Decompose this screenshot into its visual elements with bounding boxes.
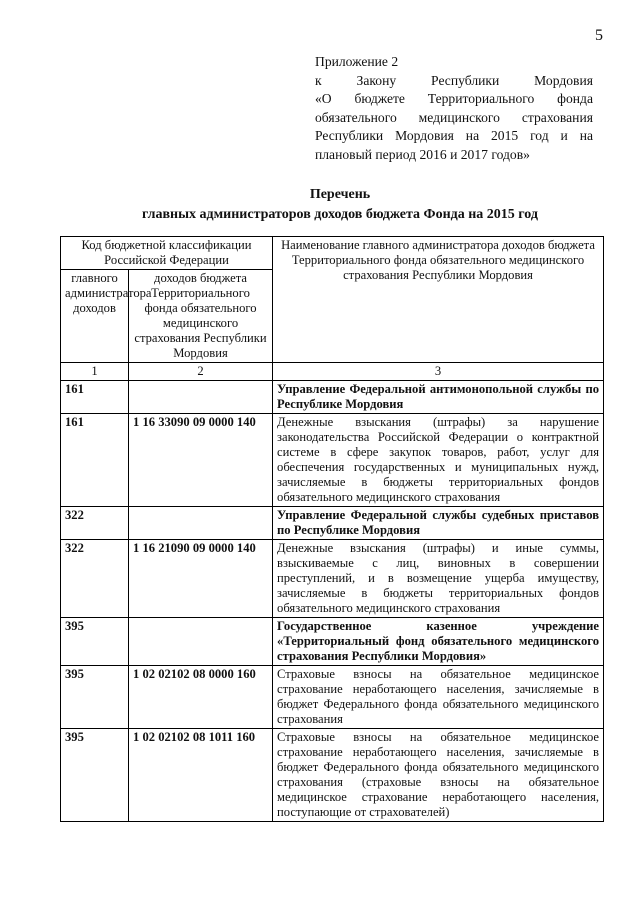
column-number: 3 xyxy=(273,363,604,381)
table-row xyxy=(61,414,604,507)
appendix-block xyxy=(315,53,593,165)
table-row xyxy=(61,618,604,666)
admin-code: 322 xyxy=(61,540,129,618)
header-revenue: доходов бюджета Территориального фонда обязательного медицинского страхования Республики Мордовия xyxy=(129,270,273,363)
column-number: 1 xyxy=(61,363,129,381)
document-title xyxy=(40,185,640,225)
table-header-row xyxy=(61,237,604,270)
revenue-name: Страховые взносы на обязательное медицинское страхование неработающего населения, зачисляемые в бюджет Федерального фонда обязательного медицинского страхования (страховые взносы на обязательное медицинское страхование неработающего населения, поступающие от страхователей) xyxy=(273,729,604,822)
header-admin: главного администратора доходов xyxy=(61,270,129,363)
revenue-name: Денежные взыскания (штрафы) за нарушение законодательства Российской Федерации о контрактной системе в сфере закупок товаров, работ, услуг для обеспечения государственных и муниципальных нужд, зачисляемые в бюджеты территориальных фондов обязательного медицинского страхования xyxy=(273,414,604,507)
appendix-line: Республики Мордовия на 2015 год и на xyxy=(315,128,593,144)
revenue-code xyxy=(129,618,273,666)
administrator-name: Государственное казенное учреждение «Территориальный фонд обязательного медицинского страхования Республики Мордовия» xyxy=(273,618,604,666)
table-row xyxy=(61,381,604,414)
administrator-name: Управление Федеральной антимонопольной службы по Республике Мордовия xyxy=(273,381,604,414)
revenue-code: 1 02 02102 08 1011 160 xyxy=(129,729,273,822)
revenue-code: 1 16 21090 09 0000 140 xyxy=(129,540,273,618)
column-number-row xyxy=(61,363,604,381)
admin-code: 161 xyxy=(61,414,129,507)
admin-code: 395 xyxy=(61,666,129,729)
revenue-code: 1 16 33090 09 0000 140 xyxy=(129,414,273,507)
appendix-line: «О бюджете Территориального фонда xyxy=(315,91,593,107)
table-row xyxy=(61,666,604,729)
appendix-line: плановый период 2016 и 2017 годов» xyxy=(315,146,530,162)
admin-code: 161 xyxy=(61,381,129,414)
appendix-line: Приложение 2 xyxy=(315,54,399,69)
title-line-1: Перечень xyxy=(309,187,371,202)
administrators-table xyxy=(60,236,604,822)
administrator-name: Управление Федеральной службы судебных приставов по Республике Мордовия xyxy=(273,507,604,540)
title-line-2: главных администраторов доходов бюджета Фонда на 2015 год xyxy=(142,207,538,222)
revenue-code: 1 02 02102 08 0000 160 xyxy=(129,666,273,729)
appendix-line: к Закону Республики Мордовия xyxy=(315,72,593,88)
table-row xyxy=(61,507,604,540)
revenue-code xyxy=(129,381,273,414)
column-number: 2 xyxy=(129,363,273,381)
revenue-code xyxy=(129,507,273,540)
header-name: Наименование главного администратора доходов бюджета Территориального фонда обязательного медицинского страхования Республики Мордовия xyxy=(273,237,604,363)
revenue-name: Денежные взыскания (штрафы) и иные суммы, взыскиваемые с лиц, виновных в совершении преступлений, и в возмещение ущерба имуществу, зачисляемые в бюджеты территориальных фондов обязательного медицинского страхования xyxy=(273,540,604,618)
header-kbk: Код бюджетной классификации Российской Федерации xyxy=(61,237,273,270)
revenue-name: Страховые взносы на обязательное медицинское страхование неработающего населения, зачисляемые в бюджет Федерального фонда обязательного медицинского страхования xyxy=(273,666,604,729)
admin-code: 395 xyxy=(61,729,129,822)
admin-code: 395 xyxy=(61,618,129,666)
appendix-line: обязательного медицинского страхования xyxy=(315,109,593,125)
page-number: 5 xyxy=(595,27,603,44)
table-row xyxy=(61,729,604,822)
admin-code: 322 xyxy=(61,507,129,540)
table-row xyxy=(61,540,604,618)
